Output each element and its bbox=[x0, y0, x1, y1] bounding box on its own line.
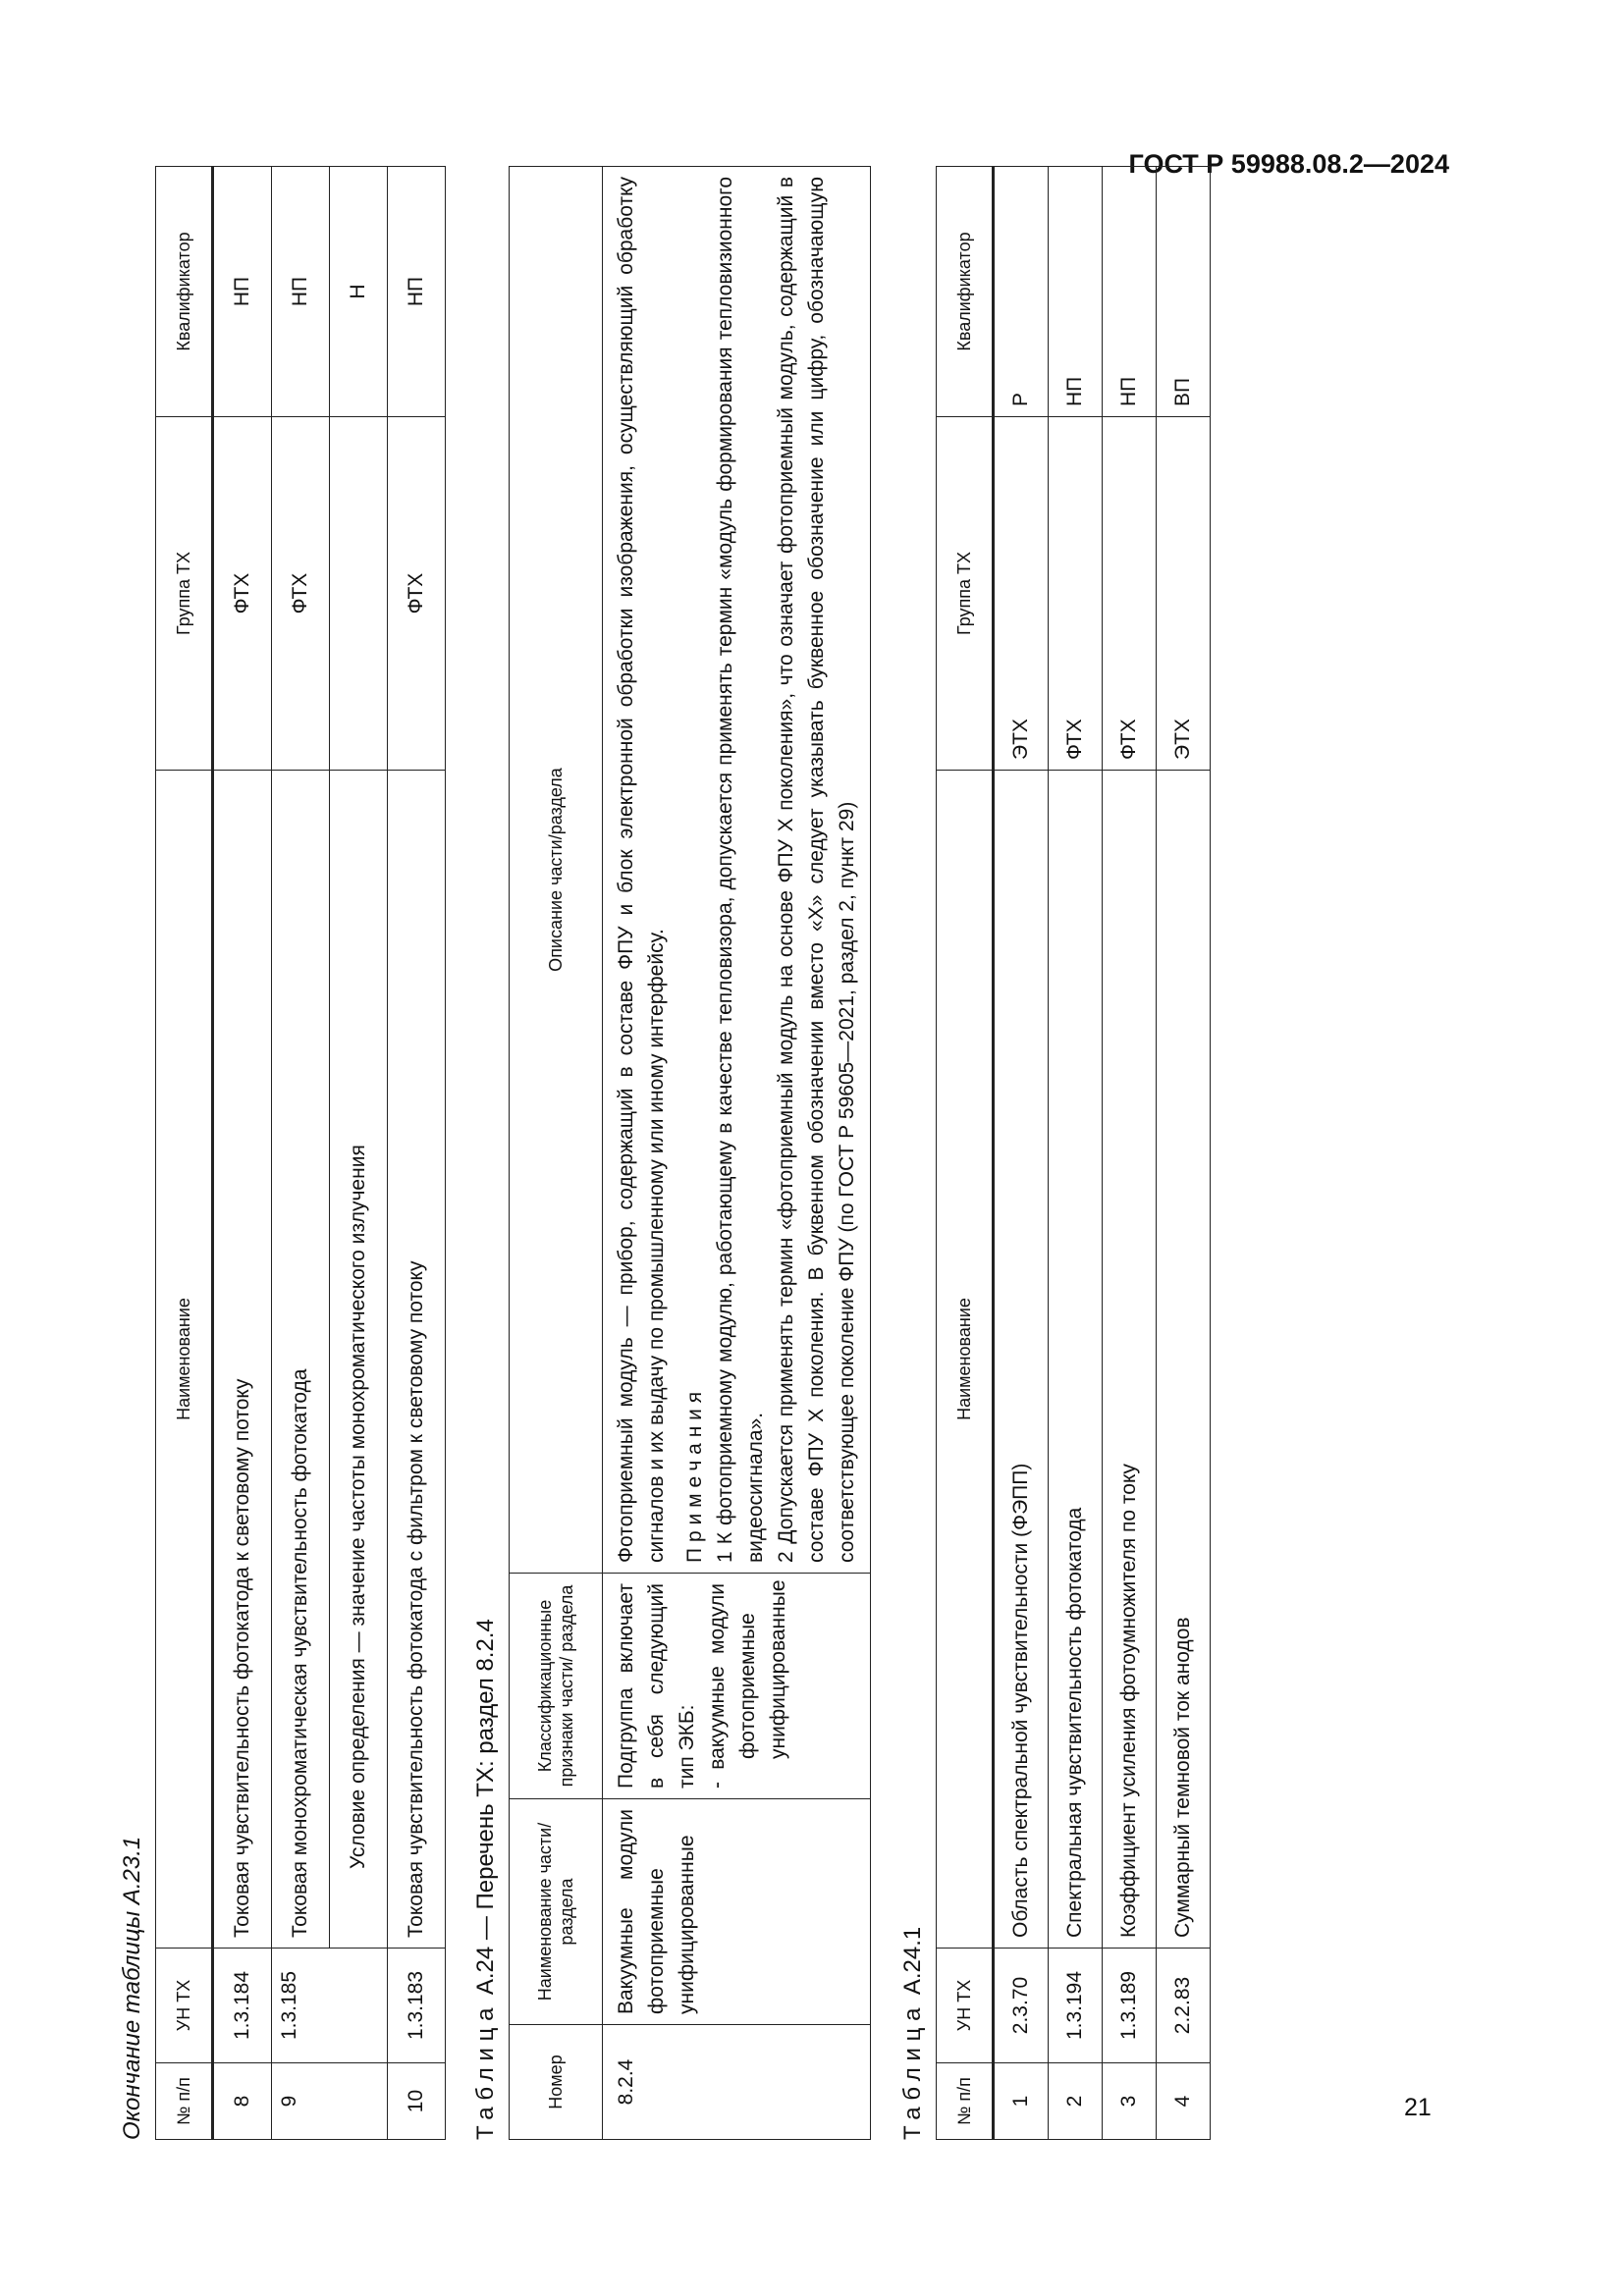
table-row bbox=[1103, 167, 1157, 2140]
characteristic-code: 1.3.194 bbox=[1049, 1949, 1103, 2063]
qualifier: НП bbox=[388, 167, 446, 417]
column-header: Наименование bbox=[937, 771, 994, 1949]
note-1: 1 К фотоприемному модулю, работающему в качестве тепловизора, допускается применять термин «модуль формирования тепловизионного видеосигнала». bbox=[714, 177, 767, 1563]
section-name: Вакуумные модули фотоприемные унифицированные bbox=[603, 1799, 871, 2025]
column-header: УН ТХ bbox=[937, 1949, 994, 2063]
classification-item: - вакуумные модули фотоприемные унифицированные bbox=[706, 1579, 789, 1789]
characteristic-group: ФТХ bbox=[388, 417, 446, 771]
column-header: Номер bbox=[510, 2025, 603, 2140]
characteristic-group: ФТХ bbox=[213, 417, 272, 771]
table-row bbox=[603, 167, 871, 2140]
characteristic-code: 1.3.189 bbox=[1103, 1949, 1157, 2063]
characteristic-code: 2.3.70 bbox=[994, 1949, 1049, 2063]
characteristic-name: Коэффициент усиления фотоумножителя по току bbox=[1103, 771, 1157, 1949]
row-number: 2 bbox=[1049, 2063, 1103, 2140]
qualifier: НП bbox=[1103, 167, 1157, 417]
characteristic-group: ФТХ bbox=[1049, 417, 1103, 771]
table-header-row bbox=[937, 167, 994, 2140]
table-label: Таблица bbox=[472, 2001, 499, 2140]
row-number: 1 bbox=[994, 2063, 1049, 2140]
characteristic-group: ЭТХ bbox=[1157, 417, 1211, 771]
characteristic-name: Токовая чувствительность фотокатода с фильтром к световому потоку bbox=[388, 771, 446, 1949]
column-header: Наименование bbox=[156, 771, 213, 1949]
section-number: 8.2.4 bbox=[603, 2025, 871, 2140]
section-classification bbox=[603, 1574, 871, 1799]
condition-name: Условие определения — значение частоты монохроматического излучения bbox=[330, 771, 388, 1949]
table-a23-1-caption: Окончание таблицы А.23.1 bbox=[119, 1836, 145, 2140]
row-number: 3 bbox=[1103, 2063, 1157, 2140]
characteristic-group: ФТХ bbox=[1103, 417, 1157, 771]
table-title: А.24.1 bbox=[899, 1926, 926, 1996]
characteristic-name: Токовая монохроматическая чувствительность фотокатода bbox=[272, 771, 330, 1949]
characteristic-code: 1.3.184 bbox=[213, 1949, 272, 2063]
table-row bbox=[1157, 167, 1211, 2140]
notes-title: Примечания bbox=[683, 1385, 706, 1563]
table-a24-1-caption bbox=[891, 147, 936, 2140]
note-2: 2 Допускается применять термин «фотоприемный модуль на основе ФПУ X поколения», что означает фотоприемный модуль, содержащий в составе ФПУ X поколения. В буквенном обозначении вместо «X» следует указывать буквенное обозначение или цифру, обозначающую соответствующее поколение ФПУ (по ГОСТ Р 59605—2021, раздел 2, пункт 29) bbox=[775, 177, 858, 1563]
document-header: ГОСТ Р 59988.08.2—2024 bbox=[1128, 149, 1449, 179]
column-header: Квалификатор bbox=[156, 167, 213, 417]
characteristic-group: ЭТХ bbox=[994, 417, 1049, 771]
row-number: 4 bbox=[1157, 2063, 1211, 2140]
characteristic-code: 2.2.83 bbox=[1157, 1949, 1211, 2063]
table-a24-1 bbox=[936, 166, 1211, 2140]
column-header: УН ТХ bbox=[156, 1949, 213, 2063]
classification-intro: Подгруппа включает в себя следующий тип ЭКБ: bbox=[615, 1583, 698, 1789]
characteristic-code: 1.3.183 bbox=[388, 1949, 446, 2063]
characteristic-name: Токовая чувствительность фотокатода к световому потоку bbox=[213, 771, 272, 1949]
qualifier: НП bbox=[1049, 167, 1103, 417]
table-row bbox=[994, 167, 1049, 2140]
qualifier: ВП bbox=[1157, 167, 1211, 417]
table-row bbox=[330, 167, 388, 2140]
characteristic-code: 1.3.185 bbox=[272, 1949, 388, 2063]
table-row bbox=[388, 167, 446, 2140]
table-title: А.24 — Перечень ТХ: раздел 8.2.4 bbox=[472, 1619, 499, 1996]
row-number: 8 bbox=[213, 2063, 272, 2140]
column-header: № п/п bbox=[156, 2063, 213, 2140]
table-row bbox=[213, 167, 272, 2140]
characteristic-group bbox=[330, 417, 388, 771]
characteristic-name: Суммарный темновой ток анодов bbox=[1157, 771, 1211, 1949]
qualifier: Н bbox=[330, 167, 388, 417]
qualifier: НП bbox=[213, 167, 272, 417]
characteristic-name: Спектральная чувствительность фотокатода bbox=[1049, 771, 1103, 1949]
column-header: Наименование части/ раздела bbox=[510, 1799, 603, 2025]
characteristic-group: ФТХ bbox=[272, 417, 330, 771]
table-a23-1 bbox=[155, 166, 446, 2140]
table-header-row bbox=[156, 167, 213, 2140]
table-row bbox=[1049, 167, 1103, 2140]
table-a24 bbox=[509, 166, 871, 2140]
row-number: 9 bbox=[272, 2063, 388, 2140]
column-header: Группа ТХ bbox=[937, 417, 994, 771]
row-number: 10 bbox=[388, 2063, 446, 2140]
table-header-row bbox=[510, 167, 603, 2140]
column-header: Группа ТХ bbox=[156, 417, 213, 771]
characteristic-name: Область спектральной чувствительности (ФЭПП) bbox=[994, 771, 1049, 1949]
table-a24-caption bbox=[463, 147, 509, 2140]
section-description bbox=[603, 167, 871, 1574]
rotated-content bbox=[110, 147, 1219, 2140]
description-text: Фотоприемный модуль — прибор, содержащий в составе ФПУ и блок электронной обработки изображения, осуществляющий обработку сигналов и их выдачу по промышленному или иному интерфейсу. bbox=[615, 177, 668, 1563]
column-header: Квалификатор bbox=[937, 167, 994, 417]
table-row bbox=[272, 167, 330, 2140]
column-header: Описание части/раздела bbox=[510, 167, 603, 1574]
qualifier: НП bbox=[272, 167, 330, 417]
qualifier: Р bbox=[994, 167, 1049, 417]
table-label: Таблица bbox=[899, 2001, 926, 2140]
column-header: Классификационные признаки части/ раздела bbox=[510, 1574, 603, 1799]
page-number: 21 bbox=[1404, 2094, 1432, 2121]
column-header: № п/п bbox=[937, 2063, 994, 2140]
